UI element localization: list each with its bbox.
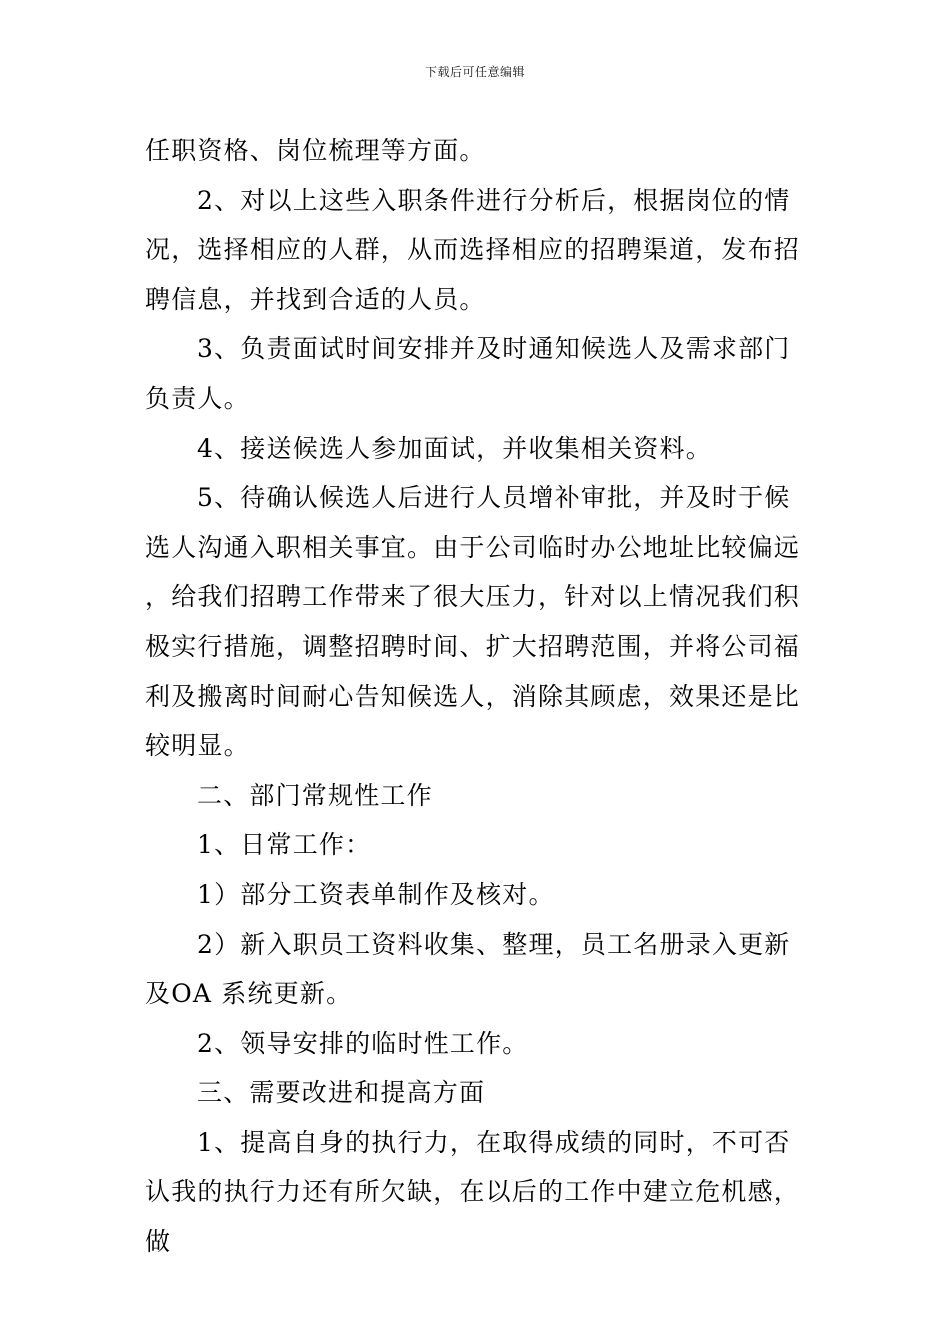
paragraph: 2）新入职员工资料收集、整理，员工名册录入更新及OA 系统更新。 — [145, 929, 791, 1009]
document-body — [145, 126, 810, 1267]
paragraph: 3、负责面试时间安排并及时通知候选人及需求部门负责人。 — [145, 334, 791, 413]
paragraph: 2、领导安排的临时性工作。 — [197, 1028, 529, 1058]
section-heading: 三、需要改进和提高方面 — [197, 1078, 486, 1108]
paragraph: 1、日常工作： — [197, 830, 372, 860]
paragraph: 任职资格、岗位梳理等方面。 — [145, 136, 486, 165]
paragraph: 5、待确认候选人后进行人员增补审批，并及时于候选人沟通入职相关事宜。由于公司临时办公地址比较偏远，给我们招聘工作带来了很大压力，针对以上情况我们积极实行措施，调整招聘时间、扩大招聘范围，并将公司福利及搬离时间耐心告知候选人，消除其顾虑，效果还是比较明显。 — [145, 483, 801, 761]
paragraph: 4、接送候选人参加面试，并收集相关资料。 — [197, 433, 712, 463]
section-heading: 二、部门常规性工作 — [197, 780, 433, 810]
header-note: 下载后可任意编辑 — [424, 65, 525, 79]
paragraph: 1、提高自身的执行力，在取得成绩的同时，不可否认我的执行力还有所欠缺，在以后的工作中建立危机感，做 — [145, 1127, 801, 1257]
paragraph: 2、对以上这些入职条件进行分析后，根据岗位的情况，选择相应的人群，从而选择相应的招聘渠道，发布招聘信息，并找到合适的人员。 — [145, 185, 801, 314]
paragraph: 1）部分工资表单制作及核对。 — [197, 879, 555, 909]
